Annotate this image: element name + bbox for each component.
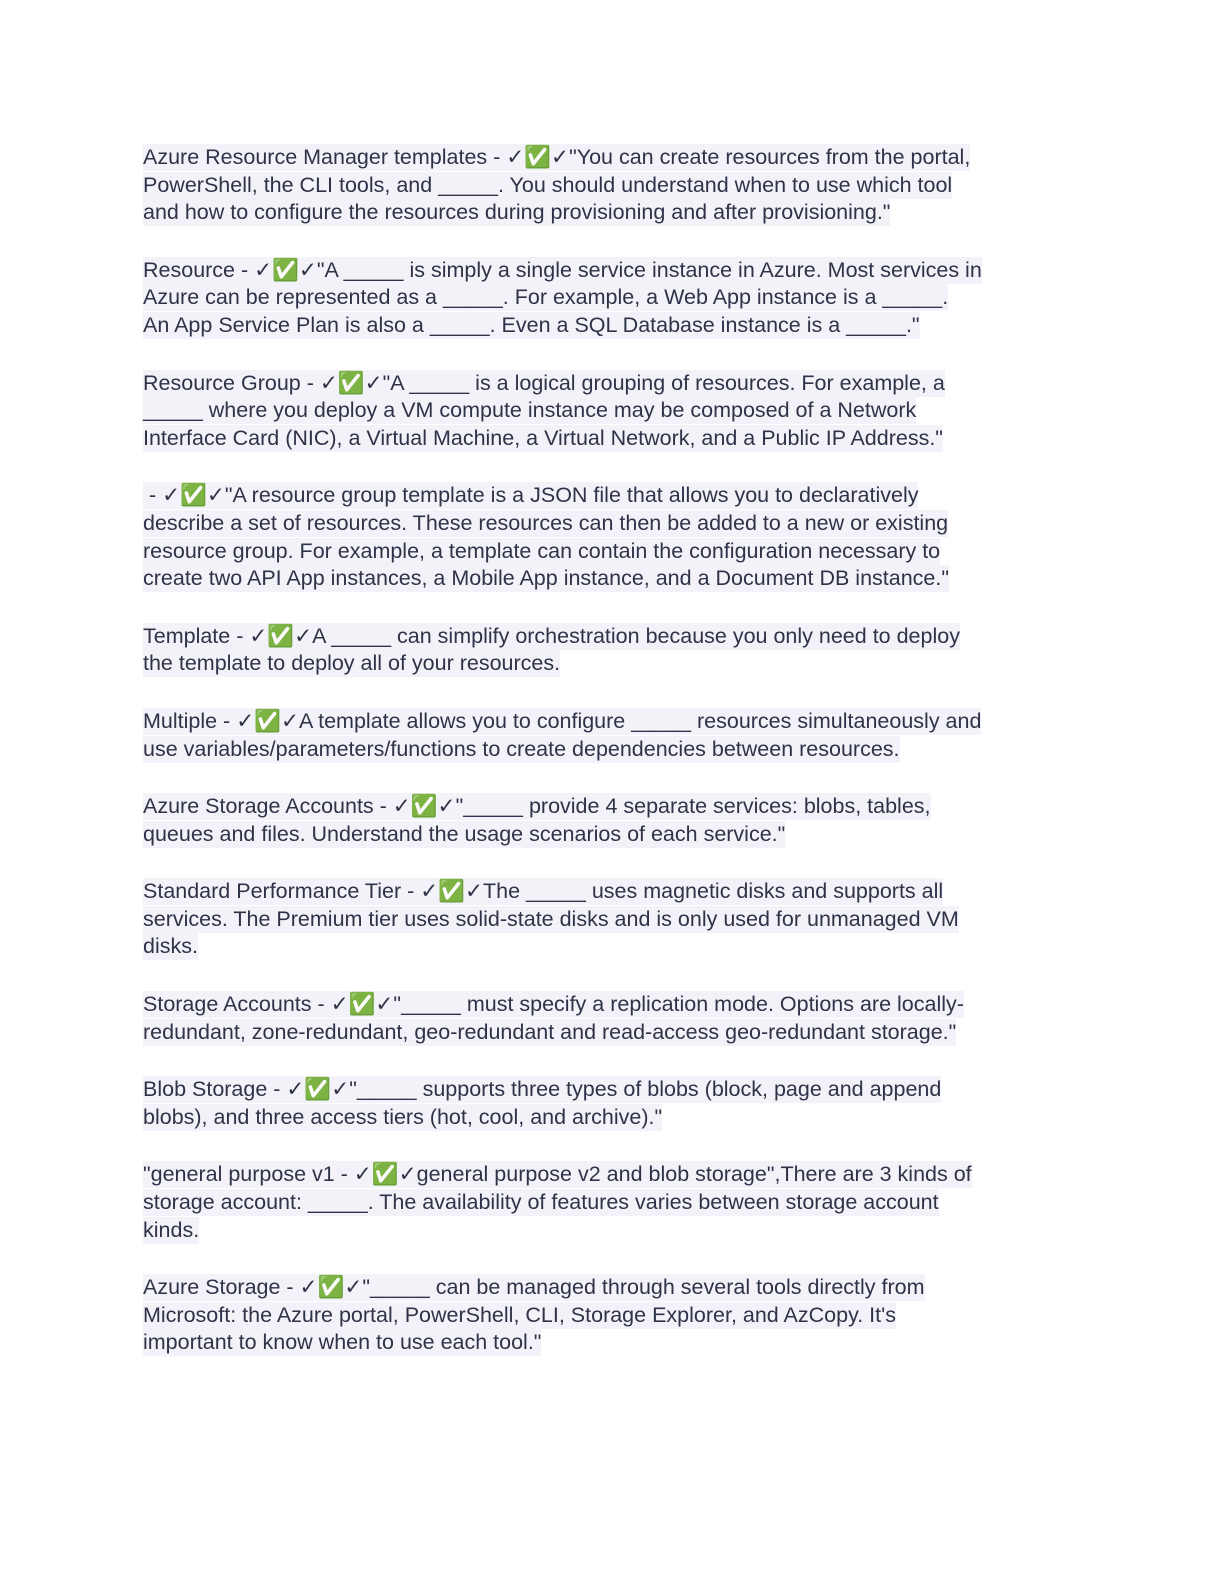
card-line: and how to configure the resources during provisioning and after provisioning."	[143, 200, 891, 225]
card-line: queues and files. Understand the usage scenarios of each service."	[143, 821, 786, 846]
card-line: "general purpose v1 - ✓✅✓general purpose v2 and blob storage",There are 3 kinds of	[143, 1162, 972, 1187]
flashcard	[143, 144, 1073, 227]
card-line: important to know when to use each tool."	[143, 1330, 542, 1355]
card-line: Microsoft: the Azure portal, PowerShell, CLI, Storage Explorer, and AzCopy. It's	[143, 1302, 896, 1327]
card-line: Resource Group - ✓✅✓"A _____ is a logical grouping of resources. For example, a	[143, 370, 945, 395]
card-line: Interface Card (NIC), a Virtual Machine, a Virtual Network, and a Public IP Address."	[143, 425, 943, 450]
card-line: Template - ✓✅✓A _____ can simplify orchestration because you only need to deploy	[143, 623, 960, 648]
card-line: create two API App instances, a Mobile App instance, and a Document DB instance."	[143, 566, 949, 591]
card-line: resource group. For example, a template can contain the configuration necessary to	[143, 538, 941, 563]
card-line: blobs), and three access tiers (hot, cool, and archive)."	[143, 1104, 663, 1129]
card-line: Storage Accounts - ✓✅✓"_____ must specify a replication mode. Options are locally-	[143, 992, 964, 1017]
card-line: PowerShell, the CLI tools, and _____. You should understand when to use which tool	[143, 172, 953, 197]
flashcard	[143, 257, 1073, 340]
card-line: disks.	[143, 934, 198, 959]
card-line: kinds.	[143, 1217, 200, 1242]
document-page	[143, 144, 1073, 1387]
card-line: Azure Resource Manager templates - ✓✅✓"You can create resources from the portal,	[143, 145, 971, 169]
card-line: Azure Storage - ✓✅✓"_____ can be managed through several tools directly from	[143, 1275, 925, 1300]
flashcard	[143, 623, 1073, 678]
card-line: - ✓✅✓"A resource group template is a JSON file that allows you to declaratively	[143, 483, 919, 508]
flashcard	[143, 708, 1073, 763]
flashcard	[143, 482, 1073, 592]
card-line: redundant, zone-redundant, geo-redundant and read-access geo-redundant storage."	[143, 1019, 957, 1044]
card-line: the template to deploy all of your resources.	[143, 651, 561, 676]
card-line: Blob Storage - ✓✅✓"_____ supports three types of blobs (block, page and append	[143, 1077, 942, 1102]
flashcard	[143, 991, 1073, 1046]
flashcard	[143, 878, 1073, 961]
card-line: storage account: _____. The availability of features varies between storage account	[143, 1190, 939, 1215]
card-line: Azure Storage Accounts - ✓✅✓"_____ provide 4 separate services: blobs, tables,	[143, 794, 931, 819]
card-line: _____ where you deploy a VM compute instance may be composed of a Network	[143, 398, 917, 423]
flashcard	[143, 1076, 1073, 1131]
card-line: An App Service Plan is also a _____. Even a SQL Database instance is a _____."	[143, 312, 920, 337]
flashcard	[143, 370, 1073, 453]
flashcard	[143, 793, 1073, 848]
card-line: Azure can be represented as a _____. For example, a Web App instance is a _____.	[143, 285, 949, 310]
card-line: describe a set of resources. These resources can then be added to a new or existing	[143, 510, 949, 535]
card-line: use variables/parameters/functions to create dependencies between resources.	[143, 736, 900, 761]
card-line: services. The Premium tier uses solid-state disks and is only used for unmanaged VM	[143, 906, 959, 931]
card-line: Standard Performance Tier - ✓✅✓The _____ uses magnetic disks and supports all	[143, 879, 944, 904]
card-line: Multiple - ✓✅✓A template allows you to configure _____ resources simultaneously and	[143, 708, 982, 733]
flashcard	[143, 1161, 1073, 1244]
card-line: Resource - ✓✅✓"A _____ is simply a single service instance in Azure. Most services in	[143, 257, 982, 282]
flashcard	[143, 1274, 1073, 1357]
